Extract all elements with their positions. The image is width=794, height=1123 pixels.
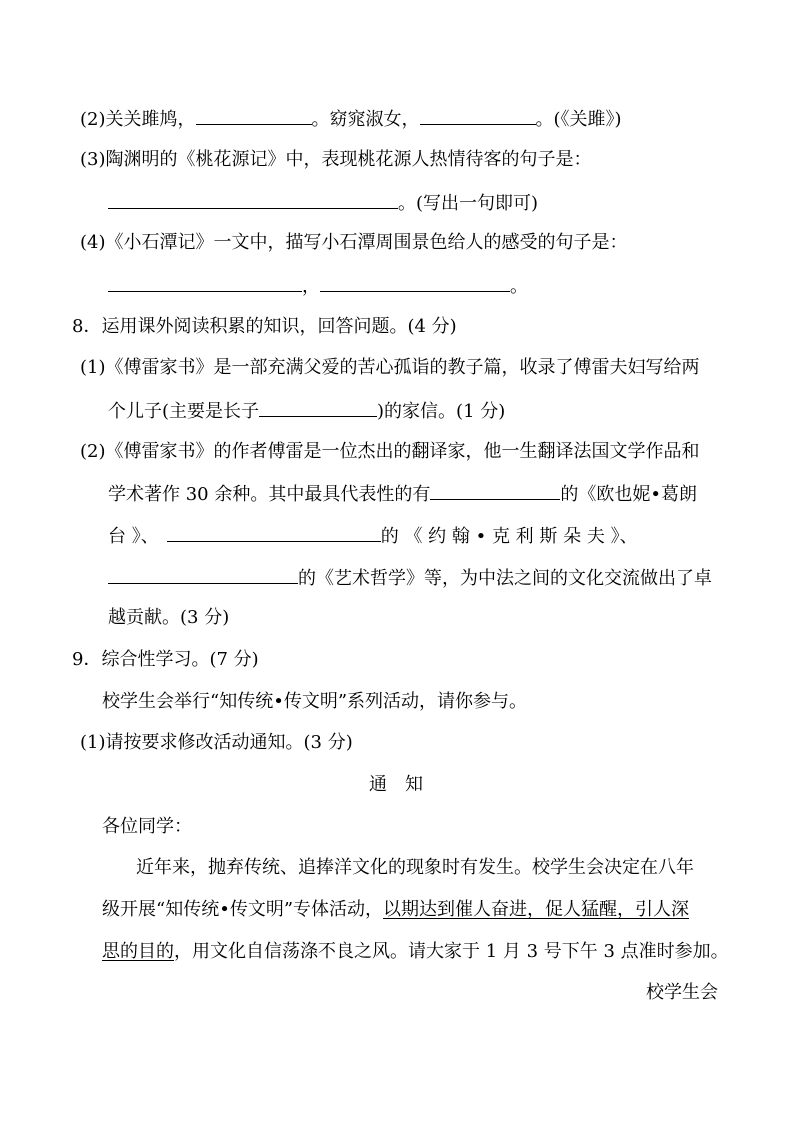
q8-item2-line1 <box>80 440 700 464</box>
q8-item2-line5: 越贡献。(3 分) <box>108 607 230 628</box>
answer-blank[interactable] <box>430 481 560 500</box>
answer-blank[interactable] <box>108 273 302 292</box>
question-text: 的《艺术哲学》等，为中法之间的文化交流做出了卓 <box>298 568 712 589</box>
poem-text: 关关雎鸠， <box>105 109 196 130</box>
underlined-text: 以期达到催人奋进，促人猛醒，引人深 <box>383 899 690 920</box>
q7-item3 <box>80 148 592 172</box>
answer-suffix: 。(写出一句即可) <box>398 193 539 214</box>
item-number: (1) <box>80 357 106 378</box>
question-text: 台 》、 <box>108 526 159 547</box>
notice-body-line2 <box>102 898 689 922</box>
q7-item4 <box>80 231 628 255</box>
q8-item1-line1 <box>80 356 700 380</box>
item-number: (1) <box>80 732 106 753</box>
q8-heading: 8．运用课外阅读积累的知识，回答问题。(4 分) <box>72 316 457 337</box>
q9-item1 <box>80 731 353 755</box>
notice-text: 级开展“知传统•传文明”专体活动， <box>102 899 384 920</box>
notice-body-line3 <box>102 940 729 964</box>
question-text: 的《欧也妮•葛朗 <box>560 484 697 505</box>
q9-heading: 9．综合性学习。(7 分) <box>72 649 259 670</box>
notice-body-line1: 近年来，抛弃传统、追捧洋文化的现象时有发生。校学生会决定在八年 <box>136 857 694 878</box>
question-text: )的家信。(1 分) <box>377 401 506 422</box>
q7-item4-answer <box>108 273 528 299</box>
q8-item2-line2 <box>108 481 697 507</box>
question-text: 《小石潭记》一文中，描写小石潭周围景色给人的感受的句子是： <box>105 232 628 253</box>
item-number: (4) <box>80 232 106 253</box>
answer-blank[interactable] <box>259 398 377 417</box>
poem-source: 。(《关雎》) <box>535 109 622 130</box>
notice-signature: 校学生会 <box>646 982 718 1003</box>
question-text: 《傅雷家书》是一部充满父爱的苦心孤诣的教子篇，收录了傅雷夫妇写给两 <box>105 357 700 378</box>
question-text: 请按要求修改活动通知。(3 分) <box>105 732 353 753</box>
q7-item3-answer <box>108 190 538 216</box>
answer-blank[interactable] <box>420 106 536 125</box>
question-text: 陶渊明的《桃花源记》中，表现桃花源人热情待客的句子是： <box>105 149 592 170</box>
answer-blank[interactable] <box>320 273 510 292</box>
notice-greeting: 各位同学： <box>102 816 192 837</box>
q9-intro: 校学生会举行“知传统•传文明”系列活动，请你参与。 <box>102 691 528 712</box>
answer-blank[interactable] <box>108 190 398 209</box>
item-number: (3) <box>80 149 106 170</box>
q8-item1-line2 <box>108 398 505 424</box>
period: 。 <box>510 276 528 297</box>
comma: ， <box>302 276 320 297</box>
q8-item2-line4 <box>108 565 712 591</box>
question-text: 的 《 约 翰 • 克 利 斯 朵 夫 》、 <box>380 526 638 547</box>
item-number: (2) <box>80 109 106 130</box>
underlined-text: 思的目的 <box>102 941 174 962</box>
item-number: (2) <box>80 441 106 462</box>
question-text: 《傅雷家书》的作者傅雷是一位杰出的翻译家，他一生翻译法国文学作品和 <box>105 441 700 462</box>
notice-title: 通知 <box>369 774 441 795</box>
answer-blank[interactable] <box>108 565 298 584</box>
q8-item2-line3 <box>108 523 638 549</box>
notice-text: ，用文化自信荡涤不良之风。请大家于 1 月 3 号下午 3 点准时参加。 <box>174 941 729 962</box>
question-text: 学术著作 30 余种。其中最具代表性的有 <box>108 484 431 505</box>
question-text: 个儿子(主要是长子 <box>108 401 260 422</box>
answer-blank[interactable] <box>196 106 312 125</box>
q7-item2 <box>80 106 622 132</box>
poem-text: 。窈窕淑女， <box>311 109 420 130</box>
answer-blank[interactable] <box>167 523 381 542</box>
